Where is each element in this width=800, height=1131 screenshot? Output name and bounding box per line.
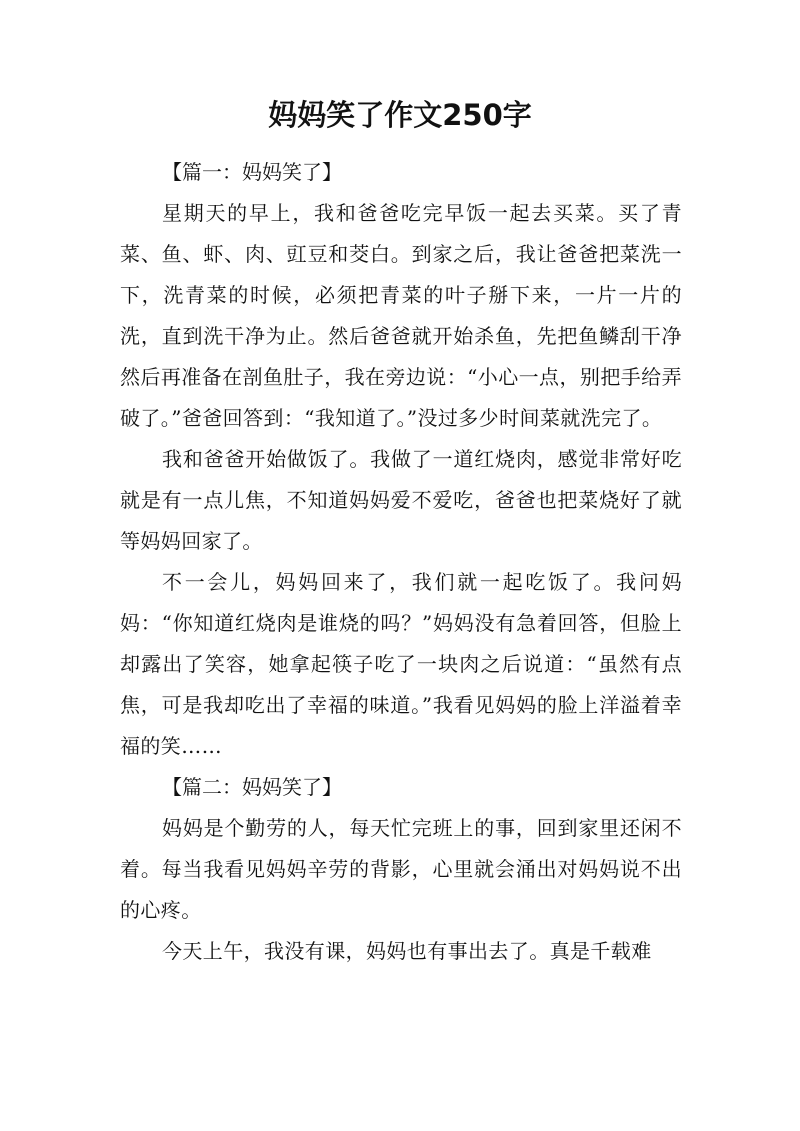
section-heading-2: 【篇二：妈妈笑了】 [162,775,342,799]
paragraph: 我和爸爸开始做饭了。我做了一道红烧肉，感觉非常好吃就是有一点儿焦，不知道妈妈爱不爱吃，爸爸也把菜烧好了就等妈妈回家了。 [120,447,682,553]
paragraph: 妈妈是个勤劳的人，每天忙完班上的事，回到家里还闲不着。每当我看见妈妈辛劳的背影，心里就会涌出对妈妈说不出的心疼。 [120,816,682,922]
document-body [120,152,682,972]
document-title: 妈妈笑了作文250字 [268,98,532,132]
section-heading-1: 【篇一：妈妈笑了】 [162,160,342,184]
paragraph: 不一会儿，妈妈回来了，我们就一起吃饭了。我问妈妈：“你知道红烧肉是谁烧的吗？”妈妈没有急着回答，但脸上却露出了笑容，她拿起筷子吃了一块肉之后说道：“虽然有点焦，可是我却吃出了幸福的味道。”我看见妈妈的脸上洋溢着幸福的笑…… [120,570,682,758]
paragraph: 今天上午，我没有课，妈妈也有事出去了。真是千载难 [162,939,652,963]
paragraph: 星期天的早上，我和爸爸吃完早饭一起去买菜。买了青菜、鱼、虾、肉、豇豆和茭白。到家之后，我让爸爸把菜洗一下，洗青菜的时候，必须把青菜的叶子掰下来，一片一片的洗，直到洗干净为止。然后爸爸就开始杀鱼，先把鱼鳞刮干净然后再准备在剖鱼肚子，我在旁边说：“小心一点，别把手给弄破了。”爸爸回答到：“我知道了。”没过多少时间菜就洗完了。 [120,201,682,430]
